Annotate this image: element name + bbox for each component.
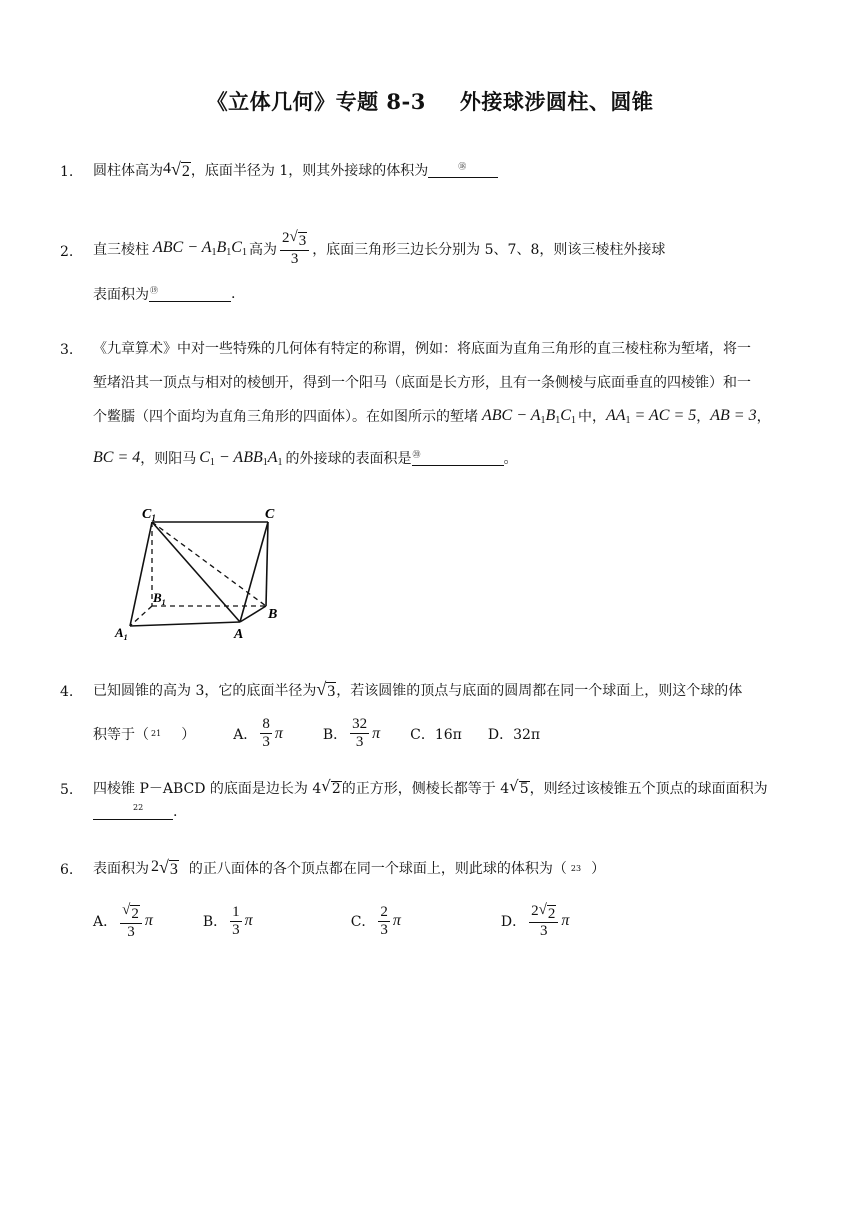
q1-height: 4 √ 2 <box>163 159 190 180</box>
title-right: 外接球涉圆柱、圆锥 <box>459 89 654 114</box>
question-2-line-1: 直三棱柱 ABC − $A_1B_1C_1$ 高为 2 √ 3 3 ，底面三角形三边长分别为 5、7、8，则该三棱柱外接球 <box>93 229 666 267</box>
q2-prism: ABC − $A_1B_1C_1$ <box>153 239 247 259</box>
prism-figure <box>108 502 288 644</box>
question-3-line-2: 堑堵沿其一顶点与相对的棱刨开，得到一个阳马（底面是长方形，且有一条侧棱与底面垂直的四棱锥）和一 <box>93 375 751 391</box>
label-c: C <box>265 507 275 522</box>
question-1: 圆柱体高为 4 √ 2 ，底面半径为 1，则其外接球的体积为 ⑱ <box>93 160 498 181</box>
question-6-line-1: 表面积为 2 √ 3 的正八面体的各个顶点都在同一个球面上，则此球的体积为（ 23 ） <box>93 857 606 878</box>
q5-lateral-edge: √ 5 <box>509 776 529 797</box>
q2-number: 2. <box>60 244 74 260</box>
q3-condition-bc: BC = 4 <box>93 449 141 466</box>
page-title <box>0 86 860 116</box>
q6-option-d[interactable]: D． 2 √ 2 3 π <box>500 901 570 939</box>
q6-surface-area: 2 √ 3 <box>151 857 178 878</box>
q5-side: √ 2 <box>321 776 341 797</box>
q3-number: 3. <box>60 342 74 358</box>
edge-c1-b-hidden <box>152 522 266 606</box>
q4-option-a[interactable]: A． $\frac{8}{3}$ π <box>233 716 283 751</box>
q3-condition-ab: AB = 3 <box>710 407 757 424</box>
q3-pyramid: $C_1 - ABB_1A_1$ <box>199 448 283 468</box>
edge-c1-a1 <box>130 522 152 626</box>
question-3-line-3: 个鳖臑（四个面均为直角三角形的四面体）。在如图所示的堑堵 ABC − $A_1B_1C_1$ 中， $AA_1$ = AC = 5 ， AB = 3 ， <box>93 406 771 426</box>
q6-number: 6. <box>60 862 74 878</box>
label-a: A <box>234 627 244 642</box>
edge-c-b <box>266 522 268 606</box>
q4-option-b[interactable]: B． $\frac{32}{3}$ π <box>322 716 381 751</box>
label-a1: $A_1$ <box>115 625 128 642</box>
q4-number: 4. <box>60 684 74 700</box>
question-3-line-1: 《九章算术》中对一些特殊的几何体有特定的称谓，例如：将底面为直角三角形的直三棱柱称为堑堵，将一 <box>93 341 751 357</box>
label-b1: $B_1$ <box>153 590 166 607</box>
q2-height-fraction: 2 √ 3 3 <box>280 230 309 268</box>
question-4-line-1: 已知圆锥的高为 3，它的底面半径为 √ 3 ，若该圆锥的顶点与底面的圆周都在同一个球面上，则这个球的体 <box>93 679 743 700</box>
q5-number: 5. <box>60 782 74 798</box>
label-b: B <box>268 607 278 622</box>
question-4-line-2: 积等于（ 21 ） A． $\frac{8}{3}$ π B． $\frac{32}{3}$ π C．16π D．32π <box>93 716 541 751</box>
q6-option-a[interactable]: A． √ 2 3 π <box>93 902 153 940</box>
edge-a1-a <box>130 622 240 626</box>
q3-condition-aa: $AA_1$ = AC = 5 <box>605 406 697 426</box>
title-left: 《立体几何》专题 8-3 <box>206 89 426 114</box>
q4-option-c[interactable]: C．16π <box>410 726 462 743</box>
q4-option-d[interactable]: D．32π <box>487 726 541 743</box>
q2-answer-blank[interactable]: ⑲ <box>149 287 231 302</box>
question-5-line-2: 22 . <box>93 804 177 820</box>
question-2-line-2: 表面积为 ⑲ . <box>93 285 236 303</box>
q6-option-b[interactable]: B． $\frac{1}{3}$ π <box>202 903 253 938</box>
question-6-options <box>93 902 569 941</box>
q6-option-c[interactable]: C． $\frac{2}{3}$ π <box>350 903 401 938</box>
question-5-line-1: 四棱锥 P－ABCD 的底面是边长为 4 √ 2 的正方形，侧棱长都等于 4 √ 5 ，则经过该棱锥五个顶点的球面面积为 <box>93 776 768 797</box>
question-3-line-4: BC = 4 ，则阳马 $C_1 - ABB_1A_1$ 的外接球的表面积是 ⑳ 。 <box>93 448 518 468</box>
q3-prism: ABC − $A_1B_1C_1$ <box>482 406 576 426</box>
q5-answer-blank[interactable]: 22 <box>93 805 173 820</box>
q1-answer-blank[interactable]: ⑱ <box>428 163 498 178</box>
q1-number: 1. <box>60 164 74 180</box>
q4-radius: √ 3 <box>316 679 336 700</box>
edge-c1-a <box>152 522 240 622</box>
q3-answer-blank[interactable]: ⑳ <box>412 451 504 466</box>
label-c1: $C_1$ <box>142 507 156 523</box>
